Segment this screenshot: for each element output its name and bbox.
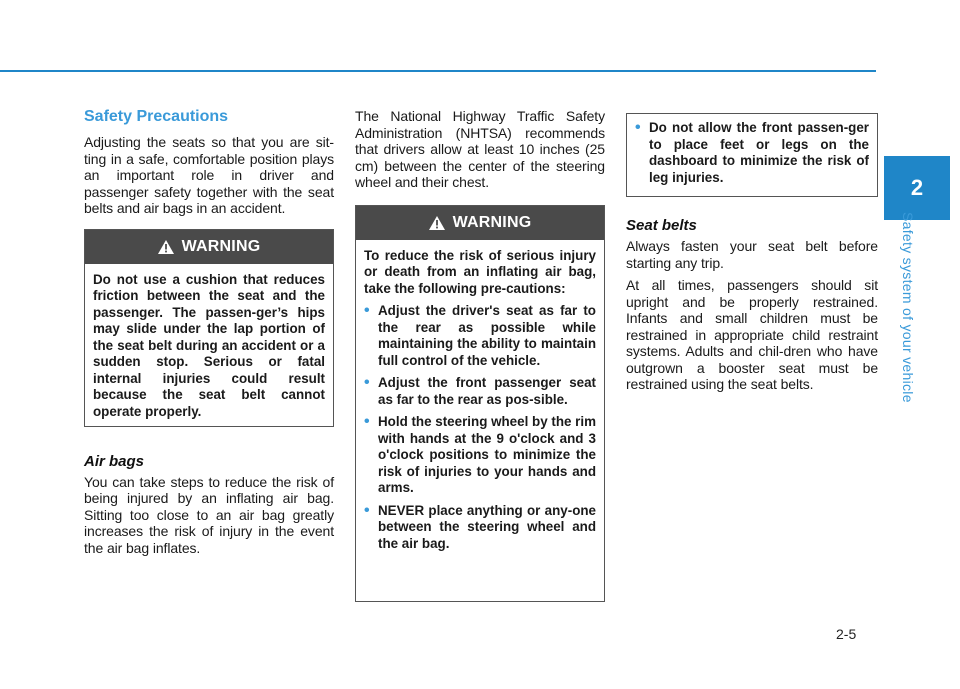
- nhtsa-paragraph: The National Highway Traffic Safety Administration (NHTSA) recommends that drivers allow at least 10 inches (25 cm) between the center of the steering wheel and their chest.: [355, 108, 605, 190]
- warning-bullet-list: [635, 120, 869, 186]
- warning-triangle-icon: [158, 240, 174, 254]
- warning-header-label: WARNING: [181, 237, 261, 255]
- warning-bullet: • Hold the steering wheel by the rim with hands at the 9 o'clock and 3 o'clock positions to minimize the risk of injuries to your hands and arms.: [364, 414, 596, 497]
- warning-bullet-list: [364, 303, 596, 552]
- warning-box-continued: [626, 113, 878, 197]
- section-title: Safety Precautions: [84, 108, 229, 125]
- column-middle: [355, 108, 605, 602]
- top-rule: [0, 70, 876, 72]
- seatbelts-paragraph-2: At all times, passengers should sit upright and be properly restrained. Infants and small children must be restrained in appropriate child restraint systems. Adults and chil-dren who have outgrown a booster seat must be restrained using the seat belts.: [626, 277, 878, 392]
- chapter-title-vertical: Safety system of your vehicle: [900, 212, 916, 403]
- seatbelts-paragraph-1: Always fasten your seat belt before starting any trip.: [626, 238, 878, 271]
- warning-bullet: • NEVER place anything or any-one between the steering wheel and the air bag.: [364, 503, 596, 553]
- seatbelts-heading: Seat belts: [626, 217, 697, 234]
- column-left: [84, 108, 334, 562]
- warning-header: [85, 230, 333, 264]
- warning-body: [356, 240, 604, 569]
- airbags-heading: Air bags: [84, 452, 145, 470]
- warning-intro: To reduce the risk of serious injury or death from an inflating air bag, take the following pre-cautions:: [364, 247, 596, 296]
- page-number: 2-5: [836, 626, 857, 642]
- warning-header-label: WARNING: [452, 213, 532, 231]
- warning-box-cushion: [84, 229, 334, 427]
- warning-bullet: • Adjust the front passenger seat as far to the rear as pos-sible.: [364, 375, 596, 408]
- warning-body: [85, 264, 333, 431]
- warning-text: Do not use a cushion that reduces friction between the seat and the passenger. The passen-ger’s hips may slide under the lap portion of the seat belt during an accident or a sudden stop. Serious or fatal internal injuries could result because the seat belt cannot operate properly.: [93, 271, 325, 419]
- column-right: [626, 113, 878, 399]
- warning-bullet: • Adjust the driver's seat as far to the rear as possible while maintaining the ability to maintain full control of the vehicle.: [364, 303, 596, 369]
- intro-paragraph: Adjusting the seats so that you are sit-ting in a safe, comfortable position plays an important role in driver and passenger safety together with the seat belts and air bags in an accident.: [84, 134, 334, 216]
- warning-body: [627, 114, 877, 202]
- warning-bullet: • Do not allow the front passen-ger to place feet or legs on the dashboard to minimize the risk of leg injuries.: [635, 120, 869, 186]
- airbags-paragraph: You can take steps to reduce the risk of being injured by an inflating air bag. Sitting too close to an air bag greatly increases the risk of injury in the event the air bag inflates.: [84, 473, 334, 556]
- warning-triangle-icon: [429, 216, 445, 230]
- warning-header: [356, 206, 604, 240]
- chapter-number-tab: 2: [884, 156, 950, 220]
- warning-box-airbag: [355, 205, 605, 602]
